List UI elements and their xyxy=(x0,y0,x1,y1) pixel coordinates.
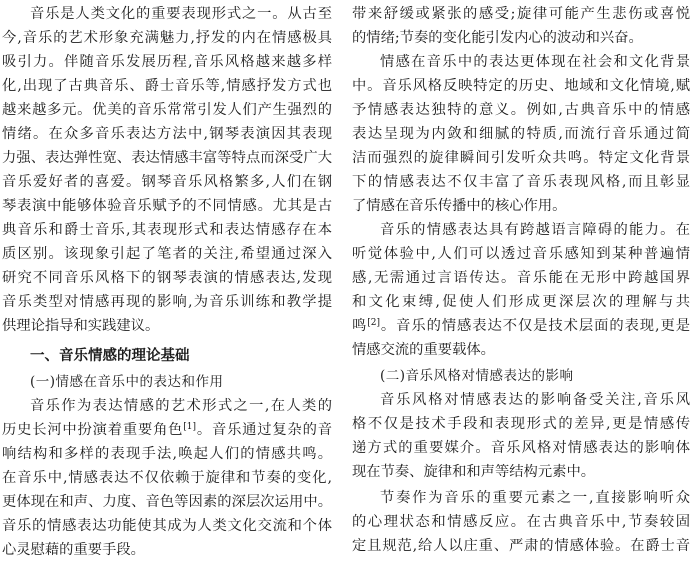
intro-line: 质区别。该现象引起了笔者的关注,希望通过深入 xyxy=(2,246,332,262)
paragraph-line: 更体现在和声、力度、音色等因素的深层次运用中。 xyxy=(2,494,332,510)
paragraph-line: 了情感在音乐传播中的核心作用。 xyxy=(352,198,567,214)
paragraph-line: 表达呈现为内敛和细腻的特质,而流行音乐通过简 xyxy=(352,126,690,142)
paragraph-line: 响结构和多样的表现手法,唤起人们的情感共鸣。 xyxy=(2,446,332,462)
intro-line: 音乐类型对情感再现的影响,为音乐训练和教学提 xyxy=(2,294,332,310)
subsection-heading: (一)情感在音乐中的表达和作用 xyxy=(30,374,224,390)
paragraph-line: 和文化束缚,促使人们形成更深层次的理解与共 xyxy=(352,294,690,310)
subsection-heading: (二)音乐风格对情感表达的影响 xyxy=(380,368,574,384)
paragraph-line: 音乐的情感表达功能使其成为人类文化交流和个体 xyxy=(2,518,332,534)
intro-line: 力强、表达弹性宽、表达情感丰富等特点而深受广大 xyxy=(2,150,332,166)
intro-line: 琴表演中能够体验音乐赋予的不同情感。尤其是古 xyxy=(2,198,332,214)
paragraph-line: 的心理状态和情感反应。在古典音乐中,节奏较固 xyxy=(352,514,690,530)
paragraph-line: 在音乐中,情感表达不仅依赖于旋律和节奏的变化, xyxy=(2,470,332,486)
intro-line: 情绪。在众多音乐表达方法中,钢琴表演因其表现 xyxy=(2,126,332,142)
citation-ref: [2] xyxy=(367,318,380,328)
paragraph-line: 情感交流的重要载体。 xyxy=(352,342,495,358)
paragraph-line: 现在节奏、旋律和和声等结构元素中。 xyxy=(352,464,596,480)
intro-line: 研究不同音乐风格下的钢琴表演的情感表达,发现 xyxy=(2,270,332,286)
intro-line: 今,音乐的艺术形象充满魅力,抒发的内在情感极具 xyxy=(2,30,332,46)
paragraph-line: 音乐作为表达情感的艺术形式之一,在人类的 xyxy=(30,398,332,414)
intro-line: 典音乐和爵士音乐,其表现形式和表达情感存在本 xyxy=(2,222,332,238)
text-run: 。音乐通过复杂的音 xyxy=(196,422,332,438)
paragraph-line: 递方式的重要媒介。音乐风格对情感表达的影响体 xyxy=(352,440,690,456)
paragraph-line: 定且规范,给人以庄重、严肃的情感体验。在爵士音 xyxy=(352,538,690,554)
paragraph-line: 予情感表达独特的意义。例如,古典音乐中的情感 xyxy=(352,102,690,118)
citation-ref: [1] xyxy=(183,422,197,432)
intro-line: 化,出现了古典音乐、爵士音乐等,情感抒发方式也 xyxy=(2,78,332,94)
paragraph-line: 感,无需通过言语传达。音乐能在无形中跨越国界 xyxy=(352,270,690,286)
paragraph-line: 听觉体验中,人们可以透过音乐感知到某种普遍情 xyxy=(352,246,690,262)
paragraph-line: 中。音乐风格反映特定的历史、地域和文化情境,赋 xyxy=(352,78,690,94)
paragraph-line: 带来舒缓或紧张的感受;旋律可能产生悲伤或喜悦 xyxy=(352,6,690,22)
paragraph-line: 下的情感表达不仅丰富了音乐表现风格,而且彰显 xyxy=(352,174,690,190)
section-heading: 一、音乐情感的理论基础 xyxy=(30,348,190,364)
intro-line: 音乐是人类文化的重要表现形式之一。从古至 xyxy=(30,6,332,22)
intro-line: 供理论指导和实践建议。 xyxy=(2,318,160,334)
text-run: 鸣 xyxy=(352,318,368,334)
intro-line: 吸引力。伴随音乐发展历程,音乐风格越来越多样 xyxy=(2,54,332,70)
paragraph-line: 心灵慰藉的重要手段。 xyxy=(2,542,145,558)
paragraph-line: 的情绪;节奏的变化能引发内心的波动和兴奋。 xyxy=(352,30,643,46)
paragraph-line: 格不仅是技术手段和表现形式的差异,更是情感传 xyxy=(352,416,690,432)
paragraph-line: 洁而强烈的旋律瞬间引发听众共鸣。特定文化背景 xyxy=(352,150,690,166)
intro-line: 音乐爱好者的喜爱。钢琴音乐风格繁多,人们在钢 xyxy=(2,174,332,190)
paragraph-line-with-citation xyxy=(352,314,690,338)
intro-line: 越来越多元。优美的音乐常常引发人们产生强烈的 xyxy=(2,102,332,118)
text-run: 历史长河中扮演着重要角色 xyxy=(2,422,184,438)
paragraph-line-with-citation xyxy=(2,418,332,442)
paragraph-line: 节奏作为音乐的重要元素之一,直接影响听众 xyxy=(380,490,690,506)
text-run: 。音乐的情感表达不仅是技术层面的表现,更是 xyxy=(379,318,690,334)
paragraph-line: 音乐的情感表达具有跨越语言障碍的能力。在 xyxy=(380,222,690,238)
paragraph-line: 音乐风格对情感表达的影响备受关注,音乐风 xyxy=(380,392,690,408)
paragraph-line: 情感在音乐中的表达更体现在社会和文化背景 xyxy=(380,54,690,70)
